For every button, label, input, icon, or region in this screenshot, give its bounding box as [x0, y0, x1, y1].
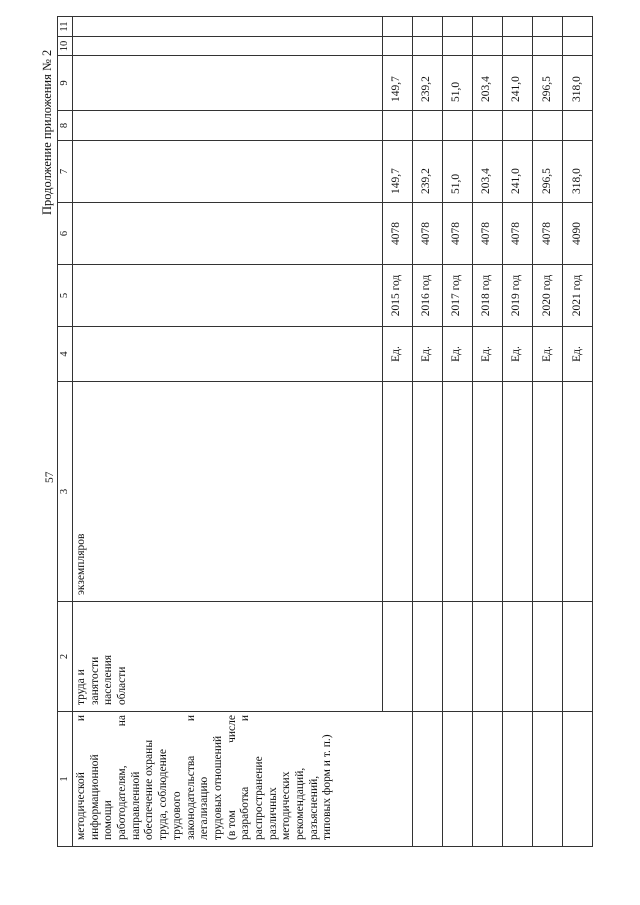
executor-text	[75, 608, 130, 705]
unit-cell	[73, 327, 383, 382]
executor-cell	[562, 602, 592, 712]
year-row	[442, 17, 472, 847]
description-word: на	[116, 715, 129, 727]
description-word: работодателям,	[116, 765, 129, 840]
header-cell: 3	[58, 382, 73, 602]
year-row	[502, 17, 532, 847]
period-cell	[73, 265, 383, 327]
description-word: разработка	[239, 786, 252, 840]
description-word: трудовых отношений	[211, 735, 224, 840]
header-cell: 2	[58, 602, 73, 712]
year-row	[532, 17, 562, 847]
description-cell	[472, 712, 502, 847]
description-word: числе	[225, 715, 238, 743]
other-sources-cell	[532, 17, 562, 37]
local-budget-cell	[472, 37, 502, 56]
executor-cell	[442, 602, 472, 712]
description-word: информационной	[88, 754, 101, 840]
executor-line: занятости	[88, 656, 101, 705]
total-cell: 296,5	[532, 141, 562, 203]
period-cell: 2021 год	[562, 265, 592, 327]
value-cell: 4078	[532, 203, 562, 265]
description-line	[212, 715, 226, 840]
unit-cell: Ед.	[472, 327, 502, 382]
description-line	[253, 715, 267, 840]
description-line	[116, 715, 130, 840]
federal-budget-cell	[442, 111, 472, 141]
description-word: законодательства	[184, 755, 197, 840]
federal-budget-cell	[382, 111, 412, 141]
executor-line: области	[116, 666, 129, 705]
description-line	[75, 715, 89, 840]
period-cell: 2018 год	[472, 265, 502, 327]
other-sources-cell	[382, 17, 412, 37]
federal-budget-cell	[502, 111, 532, 141]
description-word: распространение	[252, 756, 265, 840]
header-cell: 5	[58, 265, 73, 327]
executor-cell	[472, 602, 502, 712]
local-budget-cell	[502, 37, 532, 56]
indicator-cell	[532, 382, 562, 602]
appendix-continuation-note: Продолжение приложения № 2	[40, 49, 54, 215]
total-cell: 203,4	[472, 141, 502, 203]
executor-line: труда и	[75, 669, 87, 705]
indicator-cell	[472, 382, 502, 602]
other-sources-cell	[73, 17, 383, 37]
value-cell: 4078	[412, 203, 442, 265]
description-cell	[442, 712, 472, 847]
description-word: рекомендаций,	[294, 767, 306, 840]
indicator-cell	[562, 382, 592, 602]
header-cell: 9	[58, 56, 73, 111]
regional-budget-cell: 149,7	[382, 56, 412, 111]
regional-budget-cell: 239,2	[412, 56, 442, 111]
description-word: и	[184, 715, 197, 722]
description-word: легализацию	[198, 776, 211, 840]
value-cell: 4078	[442, 203, 472, 265]
description-line	[89, 715, 103, 840]
header-cell: 4	[58, 327, 73, 382]
description-line	[308, 715, 322, 840]
local-budget-cell	[412, 37, 442, 56]
indicator-cell	[382, 382, 412, 602]
description-cell	[532, 712, 562, 847]
local-budget-cell	[382, 37, 412, 56]
description-line	[143, 715, 157, 840]
indicator-cell	[502, 382, 532, 602]
unit-cell: Ед.	[502, 327, 532, 382]
local-budget-cell	[442, 37, 472, 56]
description-word: методических	[280, 771, 293, 840]
regional-budget-cell: 318,0	[562, 56, 592, 111]
regional-budget-cell: 241,0	[502, 56, 532, 111]
description-cell	[412, 712, 442, 847]
other-sources-cell	[502, 17, 532, 37]
value-cell	[73, 203, 383, 265]
description-word: труда, соблюдение	[157, 748, 170, 840]
description-word: различных	[266, 787, 279, 840]
federal-budget-cell	[412, 111, 442, 141]
total-cell: 149,7	[382, 141, 412, 203]
description-word: методической	[75, 772, 87, 840]
unit-cell: Ед.	[412, 327, 442, 382]
indicator-cell	[412, 382, 442, 602]
other-sources-cell	[472, 17, 502, 37]
description-line	[321, 715, 335, 840]
value-cell: 4078	[382, 203, 412, 265]
description-line	[198, 715, 212, 840]
description-word: (в том	[225, 810, 238, 840]
indicator-cell: экземпляров	[73, 382, 383, 602]
unit-cell: Ед.	[382, 327, 412, 382]
description-line	[157, 715, 171, 840]
page-number: 57	[44, 471, 56, 483]
total-cell: 239,2	[412, 141, 442, 203]
measure-description-cell	[73, 712, 413, 847]
executor-line: населения	[102, 654, 115, 705]
federal-budget-cell	[472, 111, 502, 141]
total-cell: 51,0	[442, 141, 472, 203]
federal-budget-cell	[73, 111, 383, 141]
value-cell: 4078	[502, 203, 532, 265]
indicator-cell	[442, 382, 472, 602]
program-table	[57, 16, 593, 847]
header-cell: 10	[58, 37, 73, 56]
description-word: разъяснений,	[307, 775, 320, 840]
description-line	[102, 715, 116, 840]
description-word: и	[239, 715, 252, 722]
local-budget-cell	[532, 37, 562, 56]
value-cell: 4090	[562, 203, 592, 265]
description-line	[130, 715, 144, 840]
period-cell: 2017 год	[442, 265, 472, 327]
description-word: помощи	[102, 800, 115, 840]
year-row	[472, 17, 502, 847]
description-line	[185, 715, 199, 840]
federal-budget-cell	[532, 111, 562, 141]
header-cell: 7	[58, 141, 73, 203]
description-word: обеспечение охраны	[143, 739, 156, 840]
header-cell: 11	[58, 17, 73, 37]
local-budget-cell	[73, 37, 383, 56]
regional-budget-cell	[73, 56, 383, 111]
executor-cell	[502, 602, 532, 712]
executor-cell	[412, 602, 442, 712]
description-line	[280, 715, 294, 840]
regional-budget-cell: 51,0	[442, 56, 472, 111]
measure-description	[75, 715, 335, 840]
period-cell: 2015 год	[382, 265, 412, 327]
executor-cell	[382, 602, 412, 712]
description-line	[171, 715, 185, 840]
description-line	[226, 715, 240, 840]
description-word: трудового	[170, 791, 183, 840]
period-cell: 2016 год	[412, 265, 442, 327]
unit-cell: Ед.	[562, 327, 592, 382]
total-cell: 318,0	[562, 141, 592, 203]
unit-cell: Ед.	[532, 327, 562, 382]
other-sources-cell	[412, 17, 442, 37]
executor-cell	[532, 602, 562, 712]
description-cell	[562, 712, 592, 847]
local-budget-cell	[562, 37, 592, 56]
regional-budget-cell: 203,4	[472, 56, 502, 111]
period-cell: 2020 год	[532, 265, 562, 327]
description-line	[267, 715, 281, 840]
description-word: и	[75, 715, 87, 722]
other-sources-cell	[562, 17, 592, 37]
value-cell: 4078	[472, 203, 502, 265]
description-word: типовых форм и т. п.)	[321, 734, 334, 840]
description-line	[239, 715, 253, 840]
other-sources-cell	[442, 17, 472, 37]
main-row	[73, 17, 383, 847]
total-cell	[73, 141, 383, 203]
executor-cell	[73, 602, 383, 712]
year-row	[412, 17, 442, 847]
description-cell	[502, 712, 532, 847]
header-cell: 6	[58, 203, 73, 265]
description-word: направленной	[129, 771, 142, 840]
header-cell: 1	[58, 712, 73, 847]
period-cell: 2019 год	[502, 265, 532, 327]
header-row	[58, 17, 73, 847]
year-row	[562, 17, 592, 847]
federal-budget-cell	[562, 111, 592, 141]
header-cell: 8	[58, 111, 73, 141]
total-cell: 241,0	[502, 141, 532, 203]
description-line	[294, 715, 308, 840]
regional-budget-cell: 296,5	[532, 56, 562, 111]
unit-cell: Ед.	[442, 327, 472, 382]
